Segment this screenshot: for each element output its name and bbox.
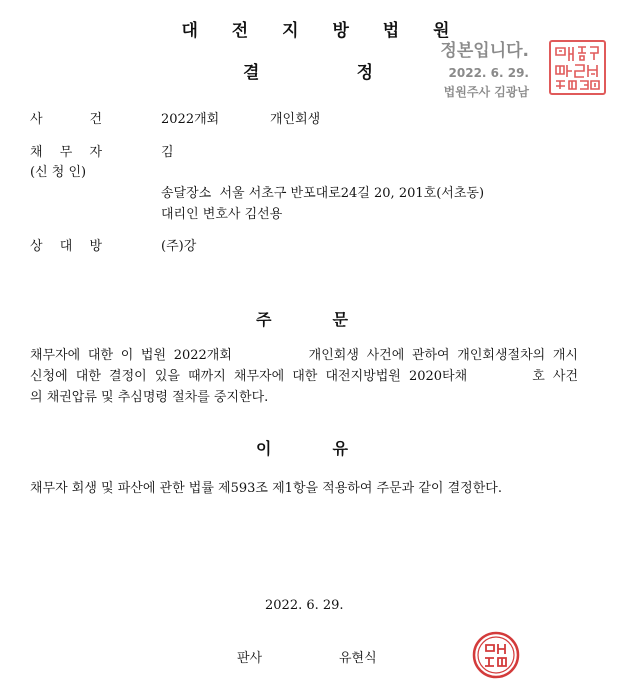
reason-heading: 이 유 — [256, 439, 348, 458]
attorney: 대리인 변호사 김선용 — [161, 207, 283, 222]
seal-icon — [551, 42, 604, 93]
debtor-name: 김 — [161, 145, 174, 160]
order-text — [30, 345, 578, 408]
order-heading: 주 문 — [256, 310, 348, 329]
counterparty-label: 상 대 방 — [30, 239, 102, 254]
case-label: 사 건 — [30, 112, 102, 127]
debtor-label: 채 무 자 — [30, 145, 102, 160]
case-number: 2022개회 — [161, 112, 220, 127]
counterparty-name: (주)강 — [161, 239, 197, 254]
judge-name: 유현식 — [339, 651, 377, 666]
court-name: 대 전 지 방 법 원 — [181, 21, 464, 41]
document-type — [243, 58, 373, 83]
judge-seal-stamp — [472, 631, 520, 679]
service-address: 송달장소 서울 서초구 반포대로24길 20, 201호(서초동) — [161, 186, 485, 201]
debtor-sub-label: (신 청 인) — [30, 165, 87, 180]
doc-type-char: 정 — [356, 63, 373, 83]
round-seal-icon — [472, 631, 520, 679]
judge-label: 판사 — [237, 651, 263, 666]
order-line: 채무자에 대한 이 법원 2022개회 개인회생 사건에 관하여 개인회생절차의 개시 — [30, 348, 578, 363]
order-line: 의 채권압류 및 추심명령 절차를 중지한다. — [30, 390, 269, 405]
court-seal-stamp — [549, 40, 606, 95]
decision-date: 2022. 6. 29. — [265, 598, 344, 613]
certification-clerk: 법원주사 김광남 — [443, 85, 529, 99]
case-name: 개인회생 — [270, 112, 321, 127]
doc-type-char: 결 — [243, 63, 260, 83]
certified-copy-text: 정본입니다. — [440, 41, 529, 61]
certification-date: 2022. 6. 29. — [448, 66, 529, 80]
reason-text: 채무자 회생 및 파산에 관한 법률 제593조 제1항을 적용하여 주문과 같이 결정한다. — [30, 481, 502, 496]
order-line: 신청에 대한 결정이 있을 때까지 채무자에 대한 대전지방법원 2020타채 호 사건 — [30, 369, 578, 384]
